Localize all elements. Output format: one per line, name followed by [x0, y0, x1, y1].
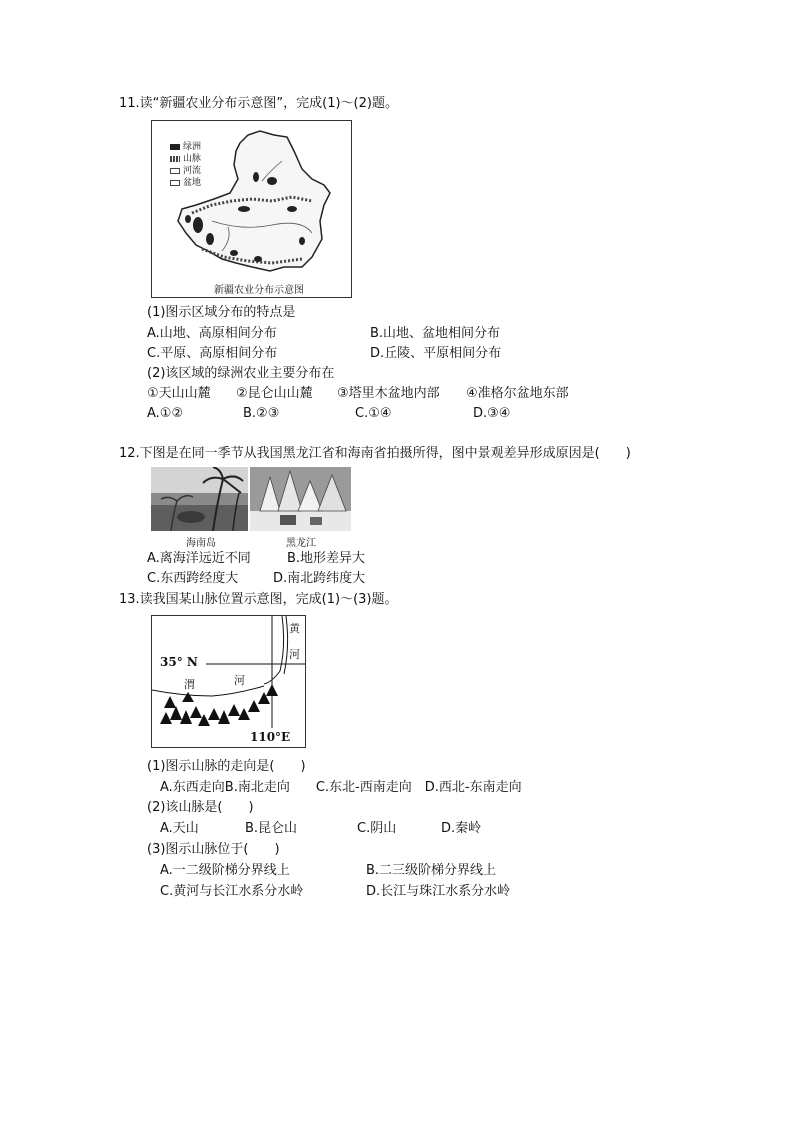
q12-option-c[interactable]: C.东西跨经度大	[147, 571, 239, 586]
q13-sub1-prompt: (1)图示山脉的走向是( )	[147, 759, 306, 774]
mountain-map-drawing	[152, 616, 305, 747]
palm-beach-image	[151, 467, 248, 531]
legend-item	[170, 165, 201, 177]
legend-label: 盆地	[183, 178, 202, 188]
q12-option-b[interactable]: B.地形差异大	[287, 551, 366, 566]
snow-forest-image	[250, 467, 351, 531]
q11-stem: 11.读“新疆农业分布示意图”，完成(1)～(2)题。	[119, 96, 398, 111]
river-swatch-icon	[170, 168, 180, 174]
q13-sub2-option-a[interactable]: A.天山	[160, 821, 199, 836]
q13-sub3-option-b[interactable]: B.二三级阶梯分界线上	[366, 863, 497, 878]
q11-sub2-item-2: ②昆仑山山麓	[236, 386, 313, 401]
basin-swatch-icon	[170, 180, 180, 186]
q12-option-a[interactable]: A.离海洋远近不同	[147, 551, 251, 566]
q13-sub3-option-a[interactable]: A.一二级阶梯分界线上	[160, 863, 290, 878]
q13-sub2-prompt: (2)该山脉是( )	[147, 800, 254, 815]
legend-label: 绿洲	[183, 142, 202, 152]
q12-option-d[interactable]: D.南北跨纬度大	[273, 571, 366, 586]
q12-stem: 12.下图是在同一季节从我国黑龙江省和海南省拍摄所得，图中景观差异形成原因是( )	[119, 446, 631, 461]
q11-sub2-option-d[interactable]: D.③④	[473, 406, 511, 421]
wei-river-label-1: 渭	[184, 678, 195, 691]
heilongjiang-caption: 黑龙江	[286, 538, 316, 549]
xinjiang-map-caption: 新疆农业分布示意图	[214, 285, 304, 296]
q13-sub2-option-c[interactable]: C.阴山	[357, 821, 397, 836]
q13-sub1-options[interactable]: A.东西走向B.南北走向 C.东北-西南走向 D.西北-东南走向	[160, 780, 522, 795]
mountain-swatch-icon	[170, 156, 180, 162]
wei-river-label-2: 河	[234, 674, 245, 687]
legend-item	[170, 141, 201, 153]
q11-sub1-option-b[interactable]: B.山地、盆地相间分布	[370, 326, 501, 341]
q11-sub2-prompt: (2)该区域的绿洲农业主要分布在	[147, 366, 335, 381]
q11-sub2-item-3: ③塔里木盆地内部	[337, 386, 440, 401]
q11-sub1-option-d[interactable]: D.丘陵、平原相间分布	[370, 346, 502, 361]
oasis-swatch-icon	[170, 144, 180, 150]
q13-sub2-option-d[interactable]: D.秦岭	[441, 821, 482, 836]
q13-sub3-option-d[interactable]: D.长江与珠江水系分水岭	[366, 884, 511, 899]
mountain-location-map	[151, 615, 306, 748]
yellow-river-label-1: 黄	[289, 622, 300, 635]
hainan-photo	[151, 467, 248, 531]
heilongjiang-photo	[250, 467, 351, 531]
q11-sub2-option-c[interactable]: C.①④	[355, 406, 392, 421]
q11-sub1-option-a[interactable]: A.山地、高原相间分布	[147, 326, 277, 341]
q11-sub2-item-1: ①天山山麓	[147, 386, 211, 401]
q11-sub1-prompt: (1)图示区域分布的特点是	[147, 305, 296, 320]
hainan-caption: 海南岛	[186, 538, 216, 549]
q11-sub2-option-a[interactable]: A.①②	[147, 406, 184, 421]
xinjiang-map-legend	[170, 141, 201, 189]
q11-sub2-option-b[interactable]: B.②③	[243, 406, 280, 421]
legend-label: 河流	[183, 166, 202, 176]
q13-sub3-option-c[interactable]: C.黄河与长江水系分水岭	[160, 884, 304, 899]
q13-sub3-prompt: (3)图示山脉位于( )	[147, 842, 280, 857]
latitude-label: 35° N	[160, 655, 198, 669]
legend-item	[170, 153, 201, 165]
legend-label: 山脉	[183, 154, 202, 164]
legend-item	[170, 177, 201, 189]
yellow-river-label-2: 河	[289, 648, 300, 661]
longitude-label: 110°E	[250, 730, 291, 744]
mountain-range-icon	[160, 684, 278, 726]
q13-stem: 13.读我国某山脉位置示意图，完成(1)～(3)题。	[119, 592, 398, 607]
q11-sub1-option-c[interactable]: C.平原、高原相间分布	[147, 346, 278, 361]
xinjiang-map	[151, 120, 352, 298]
q11-sub2-item-4: ④准格尔盆地东部	[466, 386, 569, 401]
q13-sub2-option-b[interactable]: B.昆仑山	[245, 821, 298, 836]
